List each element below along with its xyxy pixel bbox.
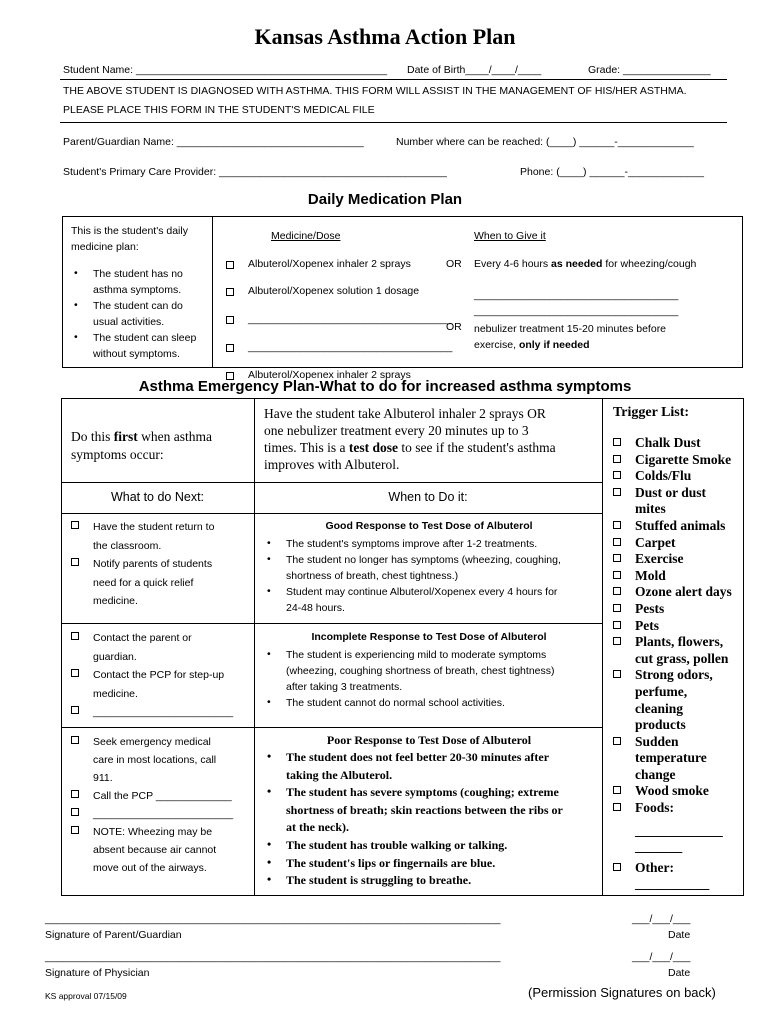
notice-line-1: THE ABOVE STUDENT IS DIAGNOSED WITH ASTHMA. THIS FORM WILL ASSIST IN THE MANAGEMENT OF HIS/HER ASTHMA. bbox=[63, 85, 687, 97]
incomplete-response-criteria bbox=[264, 647, 600, 711]
action-item[interactable]: Call the PCP _____________ bbox=[71, 787, 251, 805]
guardian-signature-label: Signature of Parent/Guardian bbox=[45, 929, 182, 941]
medicine-row[interactable]: Albuterol/Xopenex inhaler 2 sprays bbox=[226, 369, 770, 381]
poor-response-title: Poor Response to Test Dose of Albuterol bbox=[326, 733, 532, 747]
checkbox[interactable] bbox=[226, 344, 234, 352]
trigger-item-pets[interactable]: Pets bbox=[613, 618, 741, 635]
emergency-plan-heading: Asthma Emergency Plan-What to do for increased asthma symptoms bbox=[138, 378, 632, 395]
other-blank[interactable]: ___________ bbox=[635, 876, 710, 892]
or-label: OR bbox=[446, 258, 462, 270]
checkbox[interactable] bbox=[613, 637, 621, 645]
medicine-row[interactable]: Albuterol/Xopenex solution 1 dosage bbox=[226, 285, 770, 297]
primary-care-provider-field[interactable]: Student's Primary Care Provider: _______________________________________ bbox=[63, 166, 447, 178]
checkbox[interactable] bbox=[71, 706, 79, 714]
trigger-item-cigarette-smoke[interactable]: Cigarette Smoke bbox=[613, 452, 741, 469]
row-divider bbox=[61, 727, 602, 728]
guardian-name-field[interactable]: Parent/Guardian Name: ________________________________ bbox=[63, 136, 364, 148]
divider bbox=[60, 79, 727, 80]
trigger-item-strong-odors[interactable]: Strong odors, perfume, cleaning products bbox=[613, 667, 741, 733]
trigger-item-ozone[interactable]: Ozone alert days bbox=[613, 584, 741, 601]
trigger-item-chalk-dust[interactable]: Chalk Dust bbox=[613, 435, 741, 452]
row-divider bbox=[61, 482, 602, 483]
trigger-item-exercise[interactable]: Exercise bbox=[613, 551, 741, 568]
criteria-bullet: • The student is struggling to breathe. bbox=[264, 872, 600, 890]
trigger-item-stuffed-animals[interactable]: Stuffed animals bbox=[613, 518, 741, 535]
checkbox[interactable] bbox=[613, 538, 621, 546]
row-divider bbox=[61, 513, 602, 514]
grade-field[interactable]: Grade: _______________ bbox=[588, 64, 711, 76]
checkbox[interactable] bbox=[613, 604, 621, 612]
what-next-header: What to do Next: bbox=[110, 490, 205, 504]
test-dose-instructions: Have the student take Albuterol inhaler 2 sprays OR one nebulizer treatment every 20 minutes up to 3 times. This is a test dose to see if the student's asthma improves with Albuterol. bbox=[264, 406, 556, 472]
checkbox[interactable] bbox=[613, 455, 621, 463]
criteria-bullet: • The student is experiencing mild to moderate symptoms (wheezing, coughing shortness of breath, chest tightness) after taking 3 treatments. bbox=[264, 647, 600, 695]
checkbox[interactable] bbox=[613, 786, 621, 794]
date-label: Date bbox=[668, 967, 691, 979]
student-name-field[interactable]: Student Name: ___________________________________________ bbox=[63, 64, 388, 76]
action-item[interactable]: Contact the PCP for step-up medicine. bbox=[71, 666, 251, 703]
date-label: Date bbox=[668, 929, 691, 941]
checkbox[interactable] bbox=[71, 790, 79, 798]
medicine-row[interactable]: ___________________________________ bbox=[226, 341, 770, 353]
medicine-header: Medicine/Dose bbox=[271, 230, 341, 242]
checkbox[interactable] bbox=[613, 488, 621, 496]
checkbox[interactable] bbox=[71, 521, 79, 529]
approval-note: KS approval 07/15/09 bbox=[45, 991, 127, 1001]
action-item[interactable]: NOTE: Wheezing may be absent because air cannot move out of the airways. bbox=[71, 823, 251, 877]
trigger-list bbox=[613, 435, 741, 893]
criteria-bullet: • The student has trouble walking or talking. bbox=[264, 837, 600, 855]
trigger-item-wood-smoke[interactable]: Wood smoke bbox=[613, 783, 741, 800]
when-header: When to Give it bbox=[474, 230, 546, 242]
physician-signature-line[interactable]: ______________________________________________________________________________ bbox=[45, 951, 501, 963]
criteria-bullet: • The student cannot do normal school activities. bbox=[264, 695, 600, 711]
action-item[interactable]: Have the student return to the classroom. bbox=[71, 518, 251, 555]
trigger-item-carpet[interactable]: Carpet bbox=[613, 535, 741, 552]
good-response-actions bbox=[71, 518, 251, 611]
checkbox[interactable] bbox=[613, 471, 621, 479]
criteria-bullet: • The student's lips or fingernails are blue. bbox=[264, 855, 600, 873]
daily-plan-heading: Daily Medication Plan bbox=[307, 191, 463, 208]
checkbox[interactable] bbox=[613, 670, 621, 678]
daily-intro: This is the student's daily medicine plan: bbox=[71, 225, 188, 253]
table-divider bbox=[254, 398, 255, 896]
trigger-item-dust-mites[interactable]: Dust or dust mites bbox=[613, 485, 741, 518]
phone-field[interactable]: Phone: (____) ______-_____________ bbox=[520, 166, 704, 178]
checkbox[interactable] bbox=[71, 669, 79, 677]
checkbox[interactable] bbox=[226, 288, 234, 296]
when-blank[interactable]: ___________________________________ bbox=[474, 305, 679, 317]
poor-response-criteria bbox=[264, 749, 600, 890]
checkbox[interactable] bbox=[71, 736, 79, 744]
good-response-title: Good Response to Test Dose of Albuterol bbox=[325, 520, 533, 532]
when-to-do-header: When to Do it: bbox=[388, 490, 468, 504]
reach-number-field[interactable]: Number where can be reached: (____) ______-_____________ bbox=[396, 136, 694, 148]
medicine-row[interactable]: ___________________________________ bbox=[226, 313, 770, 325]
trigger-item-pests[interactable]: Pests bbox=[613, 601, 741, 618]
when-row: Every 4-6 hours as needed for wheezing/cough bbox=[474, 258, 697, 270]
checkbox[interactable] bbox=[613, 621, 621, 629]
checkbox[interactable] bbox=[613, 438, 621, 446]
date-of-birth-field[interactable]: Date of Birth____/____/____ bbox=[407, 64, 542, 76]
checkbox[interactable] bbox=[226, 316, 234, 324]
checkbox[interactable] bbox=[71, 826, 79, 834]
permission-note: (Permission Signatures on back) bbox=[528, 985, 716, 1000]
foods-blank[interactable]: _____________ _______ bbox=[635, 822, 723, 855]
trigger-item-plants[interactable]: Plants, flowers, cut grass, pollen bbox=[613, 634, 741, 667]
checkbox[interactable] bbox=[71, 632, 79, 640]
daily-bullet: • The student can sleep without symptoms. bbox=[71, 330, 211, 362]
notice-line-2: PLEASE PLACE THIS FORM IN THE STUDENT'S MEDICAL FILE bbox=[63, 104, 375, 116]
trigger-list-title: Trigger List: bbox=[613, 405, 690, 420]
criteria-bullet: • The student has severe symptoms (coughing; extreme shortness of breath; skin reactions between the ribs or at the neck). bbox=[264, 784, 600, 837]
good-response-criteria bbox=[264, 536, 600, 616]
action-item[interactable]: Seek emergency medical care in most locations, call 911. bbox=[71, 733, 251, 787]
checkbox[interactable] bbox=[226, 261, 234, 269]
criteria-bullet: • Student may continue Albuterol/Xopenex every 4 hours for 24-48 hours. bbox=[264, 584, 600, 616]
checkbox[interactable] bbox=[613, 554, 621, 562]
when-row: nebulizer treatment 15-20 minutes before exercise, only if needed bbox=[474, 323, 667, 351]
trigger-item-foods[interactable]: Foods: bbox=[613, 800, 741, 817]
criteria-bullet: • The student does not feel better 20-30 minutes after taking the Albuterol. bbox=[264, 749, 600, 784]
when-blank[interactable]: ___________________________________ bbox=[474, 289, 679, 301]
poor-response-actions bbox=[71, 733, 251, 877]
trigger-item-sudden-temperature[interactable]: Sudden temperature change bbox=[613, 734, 741, 784]
checkbox[interactable] bbox=[613, 587, 621, 595]
daily-bullets bbox=[71, 266, 211, 362]
trigger-item-mold[interactable]: Mold bbox=[613, 568, 741, 585]
divider bbox=[60, 122, 727, 123]
checkbox[interactable] bbox=[613, 521, 621, 529]
trigger-divider bbox=[602, 398, 603, 896]
action-item[interactable]: ________________________ bbox=[71, 805, 251, 823]
guardian-signature-line[interactable]: ______________________________________________________________________________ bbox=[45, 913, 501, 925]
or-label: OR bbox=[446, 321, 462, 333]
checkbox[interactable] bbox=[71, 808, 79, 816]
checkbox[interactable] bbox=[71, 558, 79, 566]
medicine-row[interactable]: Albuterol/Xopenex inhaler 2 sprays bbox=[226, 258, 770, 270]
guardian-date-field[interactable]: ___/___/___ bbox=[632, 913, 691, 925]
daily-plan-divider bbox=[212, 216, 213, 368]
daily-bullet: • The student can do usual activities. bbox=[71, 298, 211, 330]
action-item[interactable]: ________________________ bbox=[71, 703, 251, 722]
physician-date-field[interactable]: ___/___/___ bbox=[632, 951, 691, 963]
checkbox[interactable] bbox=[613, 571, 621, 579]
page-title: Kansas Asthma Action Plan bbox=[254, 24, 516, 49]
trigger-item-other[interactable]: Other: bbox=[613, 860, 741, 877]
action-item[interactable]: Notify parents of students need for a quick relief medicine. bbox=[71, 555, 251, 611]
row-divider bbox=[61, 623, 602, 624]
checkbox[interactable] bbox=[613, 863, 621, 871]
incomplete-response-actions bbox=[71, 629, 251, 722]
checkbox[interactable] bbox=[613, 803, 621, 811]
incomplete-response-title: Incomplete Response to Test Dose of Albuterol bbox=[311, 631, 547, 643]
criteria-bullet: • The student no longer has symptoms (wheezing, coughing, shortness of breath, chest tightness.) bbox=[264, 552, 600, 584]
trigger-item-colds-flu[interactable]: Colds/Flu bbox=[613, 468, 741, 485]
daily-bullet: • The student has no asthma symptoms. bbox=[71, 266, 211, 298]
checkbox[interactable] bbox=[613, 737, 621, 745]
criteria-bullet: • The student's symptoms improve after 1-2 treatments. bbox=[264, 536, 600, 552]
action-item[interactable]: Contact the parent or guardian. bbox=[71, 629, 251, 666]
first-step-label: Do this first when asthma symptoms occur: bbox=[71, 429, 212, 462]
physician-signature-label: Signature of Physician bbox=[45, 967, 150, 979]
